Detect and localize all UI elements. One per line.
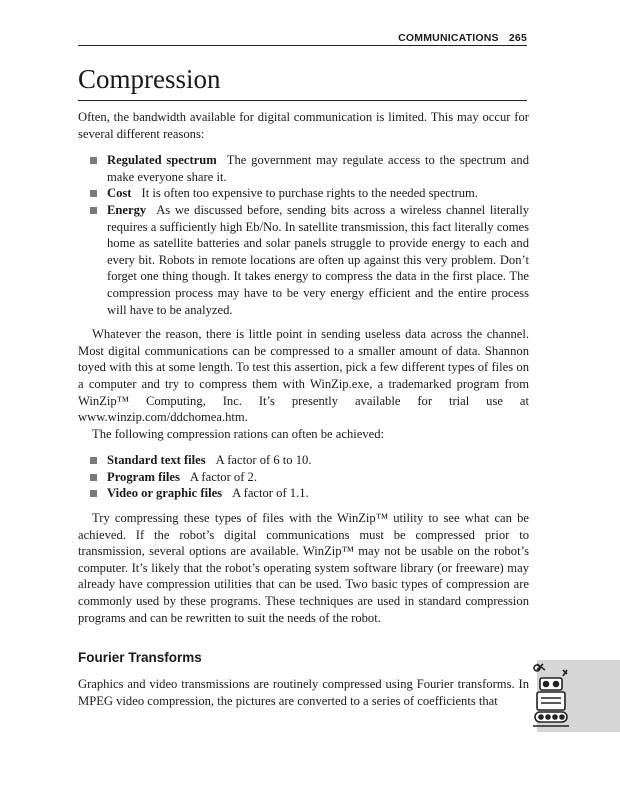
paragraph: The following compression rations can often be achieved:	[92, 426, 385, 441]
intro-paragraph: Often, the bandwidth available for digital communication is limited. This may occur for several different reasons:	[78, 110, 529, 141]
reasons-list	[78, 152, 529, 318]
paragraph: Try compressing these types of files with the WinZip™ utility to see what can be achieved. If the robot’s digital communications must be compressed prior to transmission, several options are available. WinZip™ may not be usable on the robot’s computer. It’s likely that the robot’s operating system software library (or freeware) may already have compression utilities that can be used. Two basic types of compression are commonly used by these programs. These techniques are used in standard compression programs and can be rewritten to suit the needs of the robot.	[78, 511, 529, 625]
ratios-list	[78, 452, 529, 502]
list-item-text: The government may regulate access to the spectrum and make everyone share it.	[107, 153, 529, 184]
robot-icon	[531, 656, 571, 734]
list-item-text: It is often too expensive to purchase rights to the needed spectrum.	[141, 186, 478, 201]
bullet-icon	[90, 157, 97, 164]
list-item	[78, 452, 529, 469]
list-item	[78, 185, 529, 202]
paragraph: Graphics and video transmissions are routinely compressed using Fourier transforms. In MPEG video compression, the pictures are converted to a series of coefficients that	[78, 677, 529, 708]
list-item-text: A factor of 1.1.	[232, 486, 309, 501]
list-item-term: Video or graphic files	[107, 486, 223, 501]
running-header	[78, 31, 527, 46]
header-section: COMMUNICATIONS	[398, 32, 499, 44]
list-item	[78, 469, 529, 486]
list-item-text: As we discussed before, sending bits across a wireless channel literally requires a sufficiently high Eb/No. In satellite transmission, this fact literally comes home as satellite batteries and solar panels struggle to provide energy to each and every bit. Robots in remote locations are often up against this very problem. Don’t forget one thing though. It takes energy to compress the data in the first place. The compression process may have to be very energy efficient and the entire process will have to be analyzed.	[107, 202, 529, 317]
list-item-term: Regulated spectrum	[107, 153, 217, 168]
list-item-term: Standard text files	[107, 453, 206, 468]
list-item	[78, 202, 529, 318]
paragraph: Whatever the reason, there is little point in sending useless data across the channel. Most digital communications can be compressed to a smaller amount of data. Shannon toyed with this at some length. To test this assertion, pick a few different types of files on a computer and try to compress them with WinZip.exe, a trademarked program from WinZip™ Computing, Inc. It’s presently available for trial use at www.winzip.com/ddchomea.htm.	[78, 327, 529, 425]
list-item-text: A factor of 6 to 10.	[215, 453, 312, 468]
list-item	[78, 152, 529, 185]
list-item-term: Program files	[107, 469, 180, 484]
bullet-icon	[90, 190, 97, 197]
page-number: 265	[508, 32, 527, 44]
list-item	[78, 485, 529, 502]
bullet-icon	[90, 490, 97, 497]
section-title: Compression	[78, 61, 527, 101]
bullet-icon	[90, 474, 97, 481]
body-text	[78, 109, 529, 709]
list-item-term: Cost	[107, 186, 132, 201]
bullet-icon	[90, 207, 97, 214]
bullet-icon	[90, 457, 97, 464]
list-item-text: A factor of 2.	[189, 469, 258, 484]
list-item-term: Energy	[107, 202, 147, 217]
subheading: Fourier Transforms	[78, 650, 202, 666]
